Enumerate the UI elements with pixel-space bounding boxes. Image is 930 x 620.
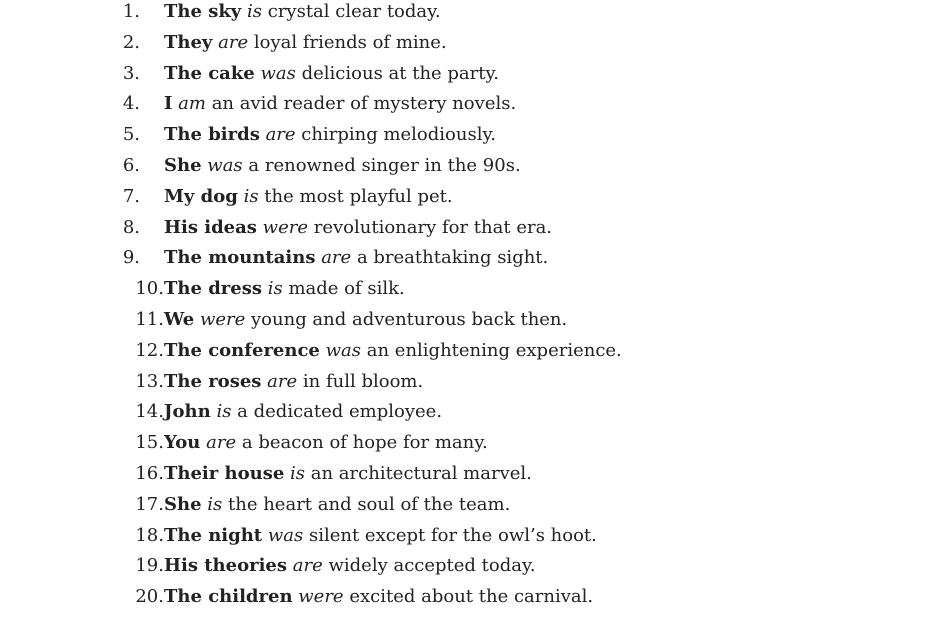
item-number: 20.	[135, 586, 164, 608]
item-number: 14.	[135, 401, 164, 423]
sentence-subject: The roses	[164, 370, 262, 392]
sentence-subject: The sky	[164, 1, 242, 22]
sentence-subject: The night	[164, 524, 263, 546]
sentence-rest: loyal friends of mine.	[253, 31, 447, 53]
item-number: 10.	[135, 278, 164, 300]
sentence-subject: I	[164, 93, 173, 115]
sentence-text	[164, 59, 499, 90]
sentence-text	[164, 120, 496, 151]
sentence-rest: the most playful pet.	[264, 185, 453, 207]
sentence-text	[164, 521, 597, 552]
sentence-text	[164, 367, 423, 398]
item-number: 9.	[122, 247, 140, 269]
sentence-rest: a renowned singer in the 90s.	[248, 154, 521, 176]
sentence-rest: widely accepted today.	[328, 555, 536, 577]
sentence-subject: We	[164, 308, 195, 330]
item-number: 15.	[135, 432, 164, 454]
sentence-subject: His ideas	[164, 216, 257, 238]
item-number: 6.	[122, 154, 140, 176]
sentence-rest: chirping melodiously.	[301, 124, 496, 146]
sentence-subject: She	[164, 154, 202, 176]
item-number: 4.	[122, 93, 140, 115]
sentence-verb: is	[216, 401, 232, 423]
item-number: 11.	[135, 308, 164, 330]
sentence-subject: You	[164, 432, 201, 454]
sentence-verb: are	[206, 432, 237, 454]
sentence-subject: The children	[164, 586, 293, 608]
sentence-rest: crystal clear today.	[267, 1, 441, 22]
sentence-text	[164, 243, 548, 274]
sentence-verb: is	[207, 493, 223, 515]
sentence-rest: the heart and soul of the team.	[228, 493, 511, 515]
sentence-verb: is	[290, 462, 306, 484]
sentence-subject: The dress	[164, 278, 262, 300]
sentence-rest: made of silk.	[288, 278, 405, 300]
sentence-rest: an avid reader of mystery novels.	[211, 93, 517, 115]
sentence-rest: an enlightening experience.	[366, 339, 622, 361]
sentence-verb: is	[247, 1, 262, 22]
sentence-verb: are	[218, 31, 249, 53]
item-number: 2.	[122, 31, 140, 53]
item-number: 16.	[135, 462, 164, 484]
item-number: 13.	[135, 370, 164, 392]
sentence-text	[164, 336, 622, 367]
item-number: 17.	[135, 493, 164, 515]
item-number: 5.	[122, 124, 140, 146]
sentence-verb: are	[292, 555, 323, 577]
sentence-verb: was	[325, 339, 362, 361]
item-number: 7.	[122, 185, 140, 207]
sentence-verb: were	[298, 586, 344, 608]
sentence-verb: am	[178, 93, 206, 115]
sentence-rest: excited about the carnival.	[349, 586, 594, 608]
sentence-rest: delicious at the party.	[301, 62, 500, 84]
sentence-text	[164, 428, 488, 459]
sentence-rest: in full bloom.	[302, 370, 424, 392]
sentence-text	[164, 182, 453, 213]
sentence-subject: The mountains	[164, 247, 316, 269]
item-number: 19.	[135, 555, 164, 577]
sentence-text	[164, 274, 405, 305]
sentence-text	[164, 459, 532, 490]
sentence-subject: My dog	[164, 185, 238, 207]
sentence-verb: is	[267, 278, 283, 300]
sentence-subject: They	[164, 31, 213, 53]
sentence-subject: She	[164, 493, 202, 515]
item-number: 8.	[122, 216, 140, 238]
sentence-rest: a dedicated employee.	[237, 401, 443, 423]
sentence-rest: young and adventurous back then.	[251, 308, 568, 330]
sentence-rest: a breathtaking sight.	[356, 247, 549, 269]
sentence-subject: The cake	[164, 62, 255, 84]
sentence-verb: were	[199, 308, 246, 330]
sentence-verb: was	[267, 524, 304, 546]
sentence-verb: is	[243, 185, 259, 207]
sentence-verb: was	[260, 62, 296, 84]
sentence-text	[164, 397, 442, 428]
item-number: 1.	[122, 1, 140, 22]
sentence-verb: are	[267, 370, 298, 392]
sentence-verb: are	[321, 247, 352, 269]
sentence-rest: revolutionary for that era.	[313, 216, 553, 238]
sentence-text	[164, 89, 516, 120]
sentence-verb: was	[207, 154, 243, 176]
sentence-text	[164, 151, 521, 182]
sentence-subject: Their house	[164, 462, 285, 484]
sentence-verb: were	[262, 216, 308, 238]
item-number: 3.	[122, 62, 140, 84]
item-number: 12.	[135, 339, 164, 361]
sentence-text	[164, 305, 567, 336]
sentence-text	[164, 490, 510, 521]
sentence-rest: a beacon of hope for many.	[241, 432, 488, 454]
sentence-text	[164, 213, 552, 244]
item-number: 18.	[135, 524, 164, 546]
sentence-subject: His theories	[164, 555, 288, 577]
sentence-text	[164, 28, 447, 59]
sentence-subject: John	[164, 401, 211, 423]
sentence-text	[164, 551, 536, 582]
sentence-subject: The birds	[164, 124, 260, 146]
sentence-text	[164, 0, 441, 28]
sentence-text	[164, 582, 593, 613]
sentence-rest: an architectural marvel.	[310, 462, 532, 484]
sentence-verb: are	[265, 124, 296, 146]
sentence-rest: silent except for the owl’s hoot.	[308, 524, 597, 546]
sentence-subject: The conference	[164, 339, 320, 361]
